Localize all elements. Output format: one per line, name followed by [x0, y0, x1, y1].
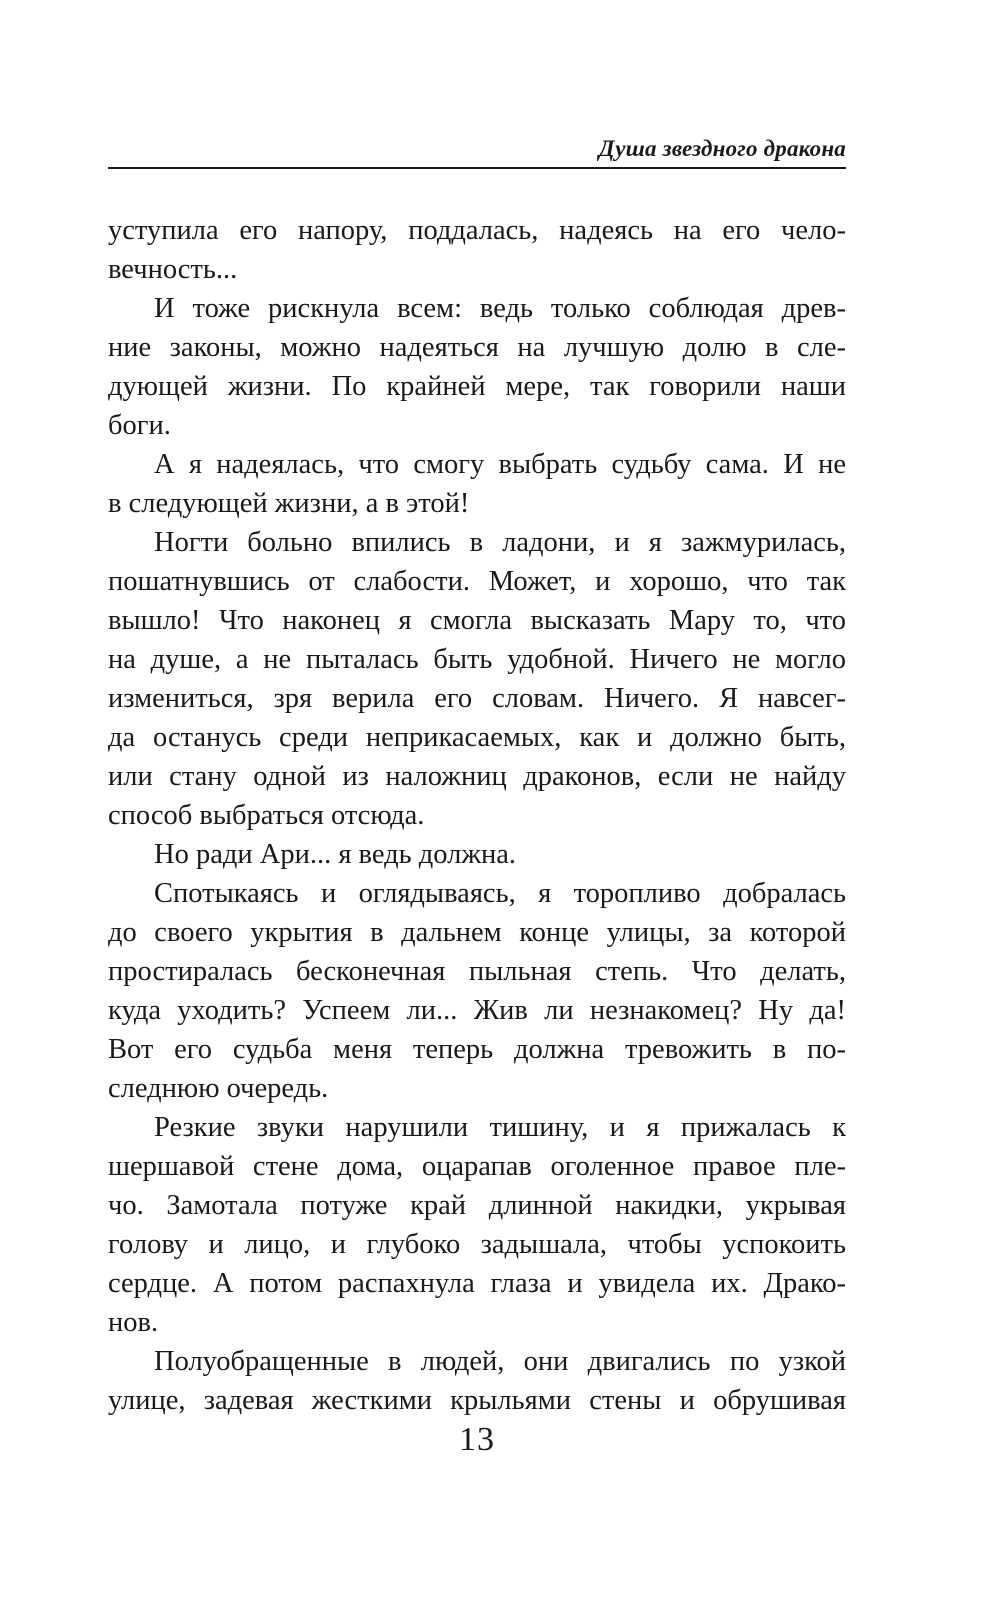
text-line: куда уходить? Успеем ли... Жив ли незнакомец? Ну да! [108, 995, 846, 1026]
page-number: 13 [459, 1421, 495, 1458]
text-line: до своего укрытия в дальнем конце улицы, за которой [108, 917, 846, 948]
text-line: шершавой стене дома, оцарапав оголенное правое пле- [108, 1151, 846, 1182]
text-line: или стану одной из наложниц драконов, если не найду [108, 761, 846, 792]
text-line: сердце. А потом распахнула глаза и увидела их. Драко- [108, 1268, 846, 1299]
text-line: голову и лицо, и глубоко задышала, чтобы успокоить [108, 1229, 846, 1260]
text-line: Ногти больно впились в ладони, и я зажмурилась, [154, 527, 846, 558]
text-line: Полуобращенные в людей, они двигались по узкой [154, 1346, 846, 1377]
text-line: способ выбраться отсюда. [108, 800, 425, 831]
text-line: измениться, зря верила его словам. Ничего. Я навсег- [108, 683, 846, 714]
text-line: боги. [108, 410, 171, 441]
text-line: улице, задевая жесткими крыльями стены и обрушивая [108, 1385, 846, 1416]
text-line: И тоже рискнула всем: ведь только соблюдая древ- [154, 293, 846, 324]
text-line: вечность... [108, 254, 238, 285]
text-line: на душе, а не пыталась быть удобной. Ничего не могло [108, 644, 846, 675]
text-line: следнюю очередь. [108, 1073, 329, 1104]
text-line: ние законы, можно надеяться на лучшую долю в сле- [108, 332, 846, 363]
text-line: Вот его судьба меня теперь должна тревожить в по- [108, 1034, 846, 1065]
text-line: уступила его напору, поддалась, надеясь на его чело- [108, 215, 846, 246]
text-line: дующей жизни. По крайней мере, так говорили наши [108, 371, 846, 402]
text-line: вышло! Что наконец я смогла высказать Мару то, что [108, 605, 846, 636]
text-line: Но ради Ари... я ведь должна. [154, 839, 517, 870]
text-line: нов. [108, 1307, 159, 1338]
text-line: А я надеялась, что смогу выбрать судьбу сама. И не [154, 449, 846, 480]
text-line: чо. Замотала потуже край длинной накидки, укрывая [108, 1190, 846, 1221]
text-line: простиралась бесконечная пыльная степь. Что делать, [108, 956, 846, 987]
text-line: Спотыкаясь и оглядываясь, я торопливо добралась [154, 878, 846, 909]
text-line: пошатнувшись от слабости. Может, и хорошо, что так [108, 566, 846, 597]
header-rule [108, 167, 846, 169]
body-text [108, 211, 846, 1420]
text-line: да останусь среди неприкасаемых, как и должно быть, [108, 722, 846, 753]
text-line: в следующей жизни, а в этой! [108, 488, 470, 519]
running-head: Душа звездного дракона [598, 136, 846, 161]
text-line: Резкие звуки нарушили тишину, и я прижалась к [154, 1112, 846, 1143]
